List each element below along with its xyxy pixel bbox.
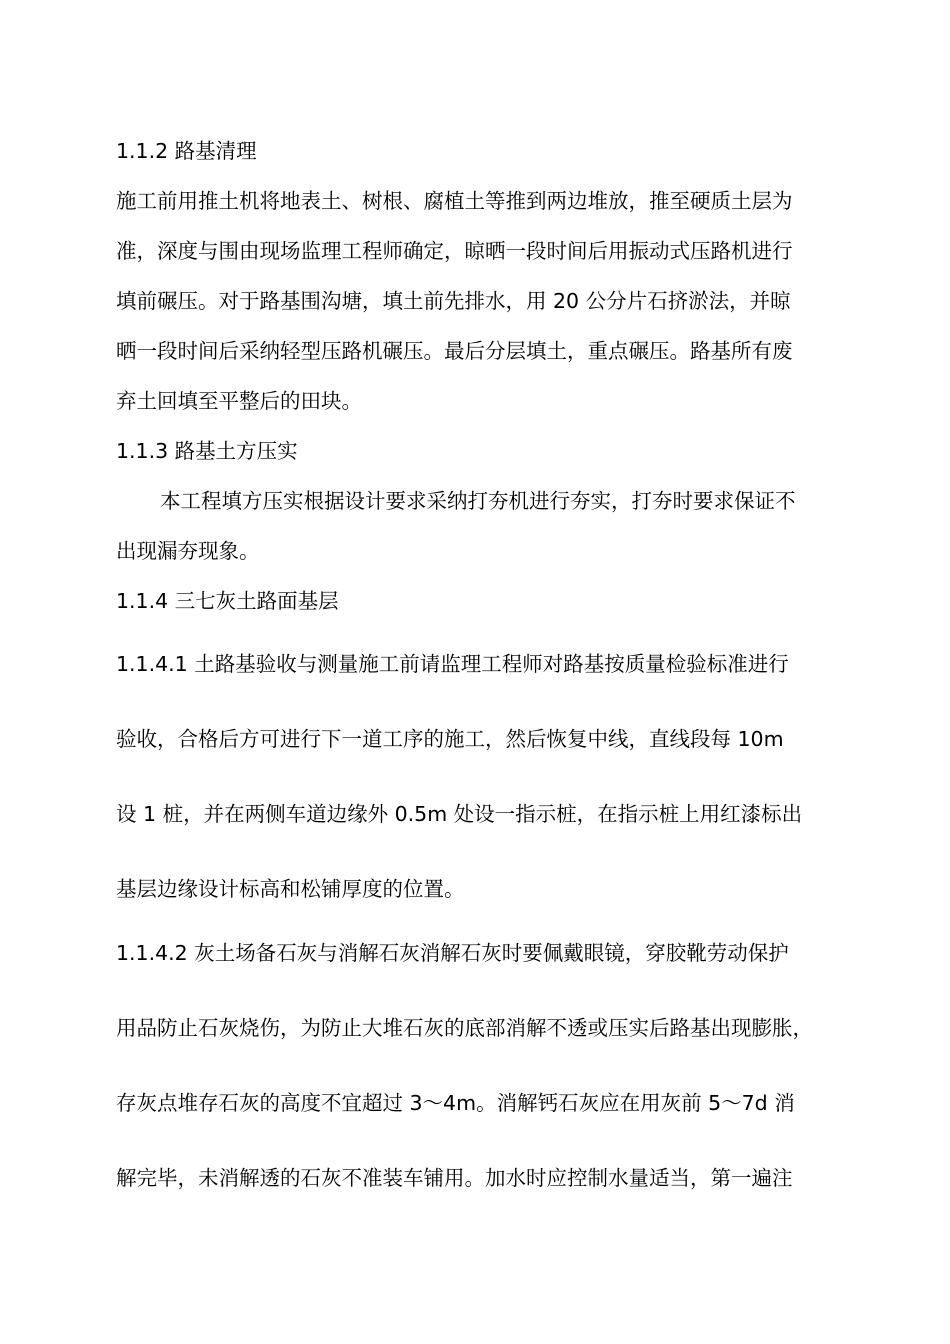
paragraph-line: 存灰点堆存石灰的高度不宜超过 3～4m。消解钙石灰应在用灰前 5～7d 消 bbox=[116, 1091, 795, 1115]
paragraph-line: 设 1 桩，并在两侧车道边缘外 0.5m 处设一指示桩，在指示桩上用红漆标出 bbox=[116, 802, 803, 826]
paragraph-line: 弃土回填至平整后的田块。 bbox=[116, 389, 362, 413]
paragraph-line: 出现漏夯现象。 bbox=[116, 539, 260, 563]
paragraph-line: 解完毕，未消解透的石灰不准装车铺用。加水时应控制水量适当，第一遍注 bbox=[116, 1166, 793, 1190]
paragraph-line: 晒一段时间后采纳轻型压路机碾压。最后分层填土，重点碾压。路基所有废 bbox=[116, 339, 793, 363]
paragraph-line: 施工前用推土机将地表土、树根、腐植土等推到两边堆放，推至硬质土层为 bbox=[116, 189, 793, 213]
paragraph-line: 基层边缘设计标高和松铺厚度的位置。 bbox=[116, 877, 465, 901]
paragraph-line: 准，深度与围由现场监理工程师确定，晾晒一段时间后用振动式压路机进行 bbox=[116, 239, 793, 263]
heading-1-1-4: 1.1.4 三七灰土路面基层 bbox=[116, 589, 339, 613]
paragraph-line: 1.1.4.2 灰土场备石灰与消解石灰消解石灰时要佩戴眼镜，穿胶靴劳动保护 bbox=[116, 941, 789, 965]
heading-1-1-2: 1.1.2 路基清理 bbox=[116, 139, 257, 163]
heading-1-1-3: 1.1.3 路基土方压实 bbox=[116, 439, 298, 463]
paragraph-line: 1.1.4.1 土路基验收与测量施工前请监理工程师对路基按质量检验标准进行 bbox=[116, 652, 789, 676]
paragraph-line: 验收，合格后方可进行下一道工序的施工，然后恢复中线，直线段每 10m bbox=[116, 727, 784, 751]
paragraph-line: 本工程填方压实根据设计要求采纳打夯机进行夯实，打夯时要求保证不 bbox=[160, 489, 796, 513]
paragraph-line: 填前碾压。对于路基围沟塘，填土前先排水，用 20 公分片石挤淤法，并晾 bbox=[116, 289, 791, 313]
paragraph-line: 用品防止石灰烧伤，为防止大堆石灰的底部消解不透或压实后路基出现膨胀， bbox=[116, 1016, 813, 1040]
